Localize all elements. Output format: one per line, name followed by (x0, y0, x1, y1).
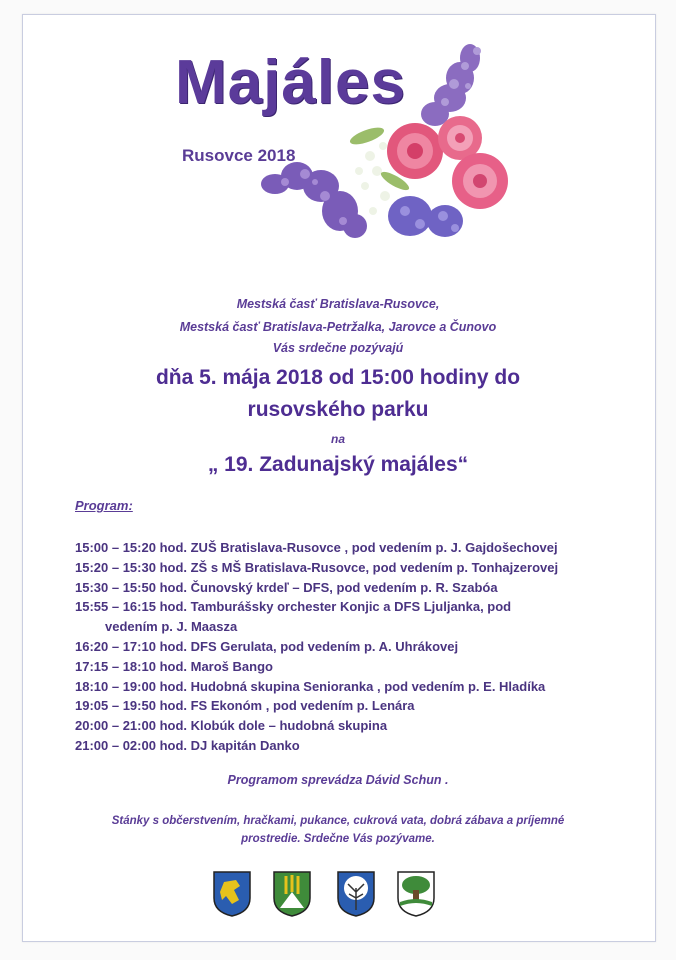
rusovce-coat-of-arms-icon (212, 870, 252, 918)
organizer-line-1: Mestská časť Bratislava-Rusovce, (236, 297, 440, 311)
schedule-item: 15:55 – 16:15 hod. Tamburášsky orchester Konjic a DFS Ljuljanka, pod vedením p. J. Maasza (75, 599, 512, 635)
schedule-item: 21:00 – 02:00 hod. DJ kapitán Danko (75, 737, 300, 753)
na-text: na (330, 432, 345, 446)
schedule-item: 20:00 – 21:00 hod. Klobúk dole – hudobná skupina (75, 718, 388, 734)
accompaniment-note: Programom sprevádza Dávid Schun . (227, 773, 449, 787)
jarovce-coat-of-arms-icon (336, 870, 376, 918)
date-line-2: rusovského parku (247, 398, 429, 421)
event-name: „ 19. Zadunajský majáles“ (207, 453, 469, 476)
schedule-item: 16:20 – 17:10 hod. DFS Gerulata, pod vedením p. A. Uhrákovej (75, 638, 459, 654)
schedule-item: 17:15 – 18:10 hod. Maroš Bango (75, 658, 273, 674)
program-heading: Program: (75, 498, 133, 513)
organizer-line-2: Mestská časť Bratislava-Petržalka, Jarovce a Čunovo (179, 320, 497, 334)
schedule-item: 15:30 – 15:50 hod. Čunovský krdeľ – DFS, pod vedením p. R. Szabóa (75, 579, 498, 595)
petrzalka-coat-of-arms-icon (272, 870, 312, 918)
schedule-item: 19:05 – 19:50 hod. FS Ekonóm , pod vedením p. Lenára (75, 698, 415, 714)
stands-line-1: Stánky s občerstvením, hračkami, pukance, cukrová vata, dobrá zábava a príjemné (111, 815, 565, 827)
program-schedule (75, 538, 635, 756)
event-title: Majáles (175, 48, 407, 117)
event-subtitle: Rusovce 2018 (182, 146, 296, 165)
date-line-1: dňa 5. mája 2018 od 15:00 hodiny do (155, 366, 521, 389)
schedule-item: 15:20 – 15:30 hod. ZŠ s MŠ Bratislava-Rusovce, pod vedením p. Tonhajzerovej (75, 559, 559, 575)
stands-line-2: prostredie. Srdečne Vás pozývame. (241, 833, 435, 845)
cunovo-coat-of-arms-icon (396, 870, 436, 918)
schedule-item: 15:00 – 15:20 hod. ZUŠ Bratislava-Rusovce , pod vedením p. J. Gajdošechovej (75, 540, 558, 555)
schedule-item: 18:10 – 19:00 hod. Hudobná skupina Senioranka , pod vedením p. E. Hladíka (75, 678, 546, 694)
invite-line: Vás srdečne pozývajú (272, 341, 404, 355)
